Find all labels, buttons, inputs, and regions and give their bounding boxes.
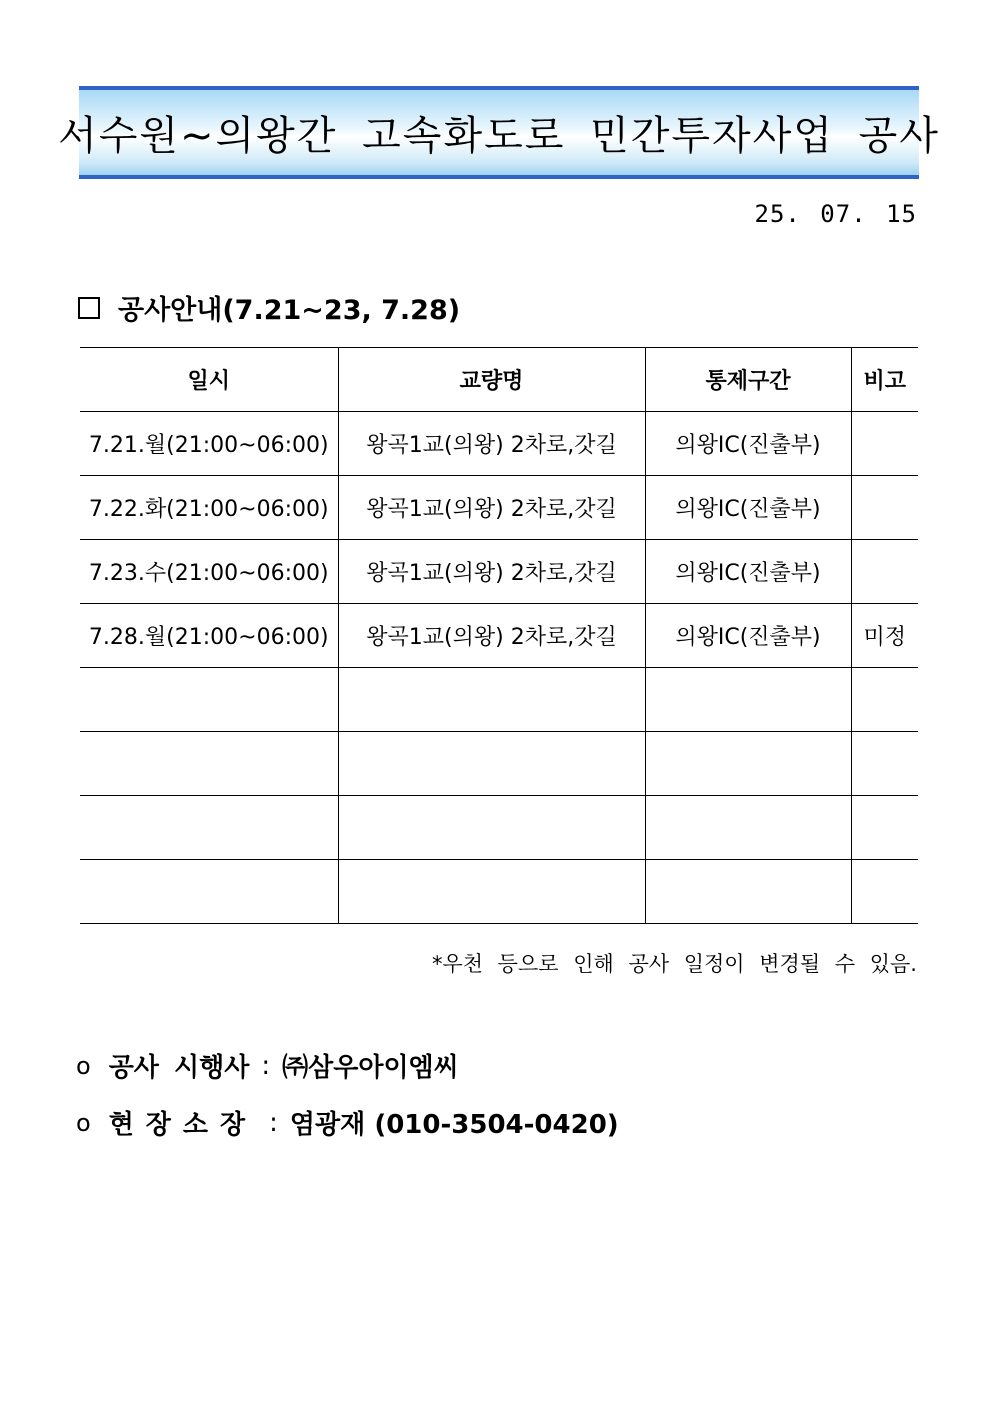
construction-schedule-table [80,347,918,924]
document-title: 서수원~의왕간 고속화도로 민간투자사업 공사 [58,113,940,159]
cell-datetime [80,796,338,860]
table-row [80,412,918,476]
cell-control-section [645,668,851,732]
cell-datetime: 7.22.화(21:00~06:00) [80,476,338,540]
cell-control-section: 의왕IC(진출부) [645,604,851,668]
bullet-marker: o [76,1051,91,1080]
section-heading [78,288,460,327]
cell-remarks [851,860,918,924]
title-banner [58,86,940,179]
table-row [80,604,918,668]
header-remarks: 비고 [851,348,918,412]
cell-datetime: 7.28.월(21:00~06:00) [80,604,338,668]
cell-remarks [851,668,918,732]
cell-control-section: 의왕IC(진출부) [645,476,851,540]
header-datetime: 일시 [80,348,338,412]
contractor-value: ㈜삼우아이엠씨 [282,1053,459,1083]
cell-control-section [645,732,851,796]
site-manager-line [76,1104,619,1141]
site-manager-value: 염광재 (010-3504-0420) [289,1110,619,1140]
table-header-row [80,348,918,412]
cell-bridge-name [338,668,645,732]
cell-remarks [851,796,918,860]
cell-bridge-name [338,732,645,796]
cell-remarks [851,540,918,604]
cell-control-section: 의왕IC(진출부) [645,412,851,476]
table-row [80,476,918,540]
cell-remarks [851,732,918,796]
cell-remarks [851,412,918,476]
table-row [80,540,918,604]
header-bridge-name: 교량명 [338,348,645,412]
contractor-label: 공사 시행사 [108,1053,250,1083]
section-heading-text: 공사안내(7.21~23, 7.28) [118,295,461,326]
empty-square-icon [78,297,100,319]
cell-bridge-name [338,860,645,924]
cell-bridge-name: 왕곡1교(의왕) 2차로,갓길 [338,476,645,540]
table-row [80,860,918,924]
cell-bridge-name [338,796,645,860]
table-row [80,668,918,732]
cell-bridge-name: 왕곡1교(의왕) 2차로,갓길 [338,604,645,668]
schedule-footnote: *우천 등으로 인해 공사 일정이 변경될 수 있음. [431,952,917,976]
cell-remarks: 미정 [851,604,918,668]
header-control-section: 통제구간 [645,348,851,412]
cell-control-section [645,796,851,860]
label-separator: : [269,1107,278,1138]
contractor-line [76,1047,459,1084]
cell-datetime: 7.23.수(21:00~06:00) [80,540,338,604]
site-manager-label: 현장소장 [108,1110,258,1140]
label-separator: : [261,1050,271,1081]
cell-control-section: 의왕IC(진출부) [645,540,851,604]
table-row [80,796,918,860]
cell-remarks [851,476,918,540]
cell-control-section [645,860,851,924]
table-row [80,732,918,796]
cell-bridge-name: 왕곡1교(의왕) 2차로,갓길 [338,540,645,604]
document-date: 25. 07. 15 [754,200,917,228]
cell-datetime: 7.21.월(21:00~06:00) [80,412,338,476]
cell-datetime [80,668,338,732]
cell-datetime [80,732,338,796]
cell-datetime [80,860,338,924]
bullet-marker: o [76,1108,91,1137]
cell-bridge-name: 왕곡1교(의왕) 2차로,갓길 [338,412,645,476]
